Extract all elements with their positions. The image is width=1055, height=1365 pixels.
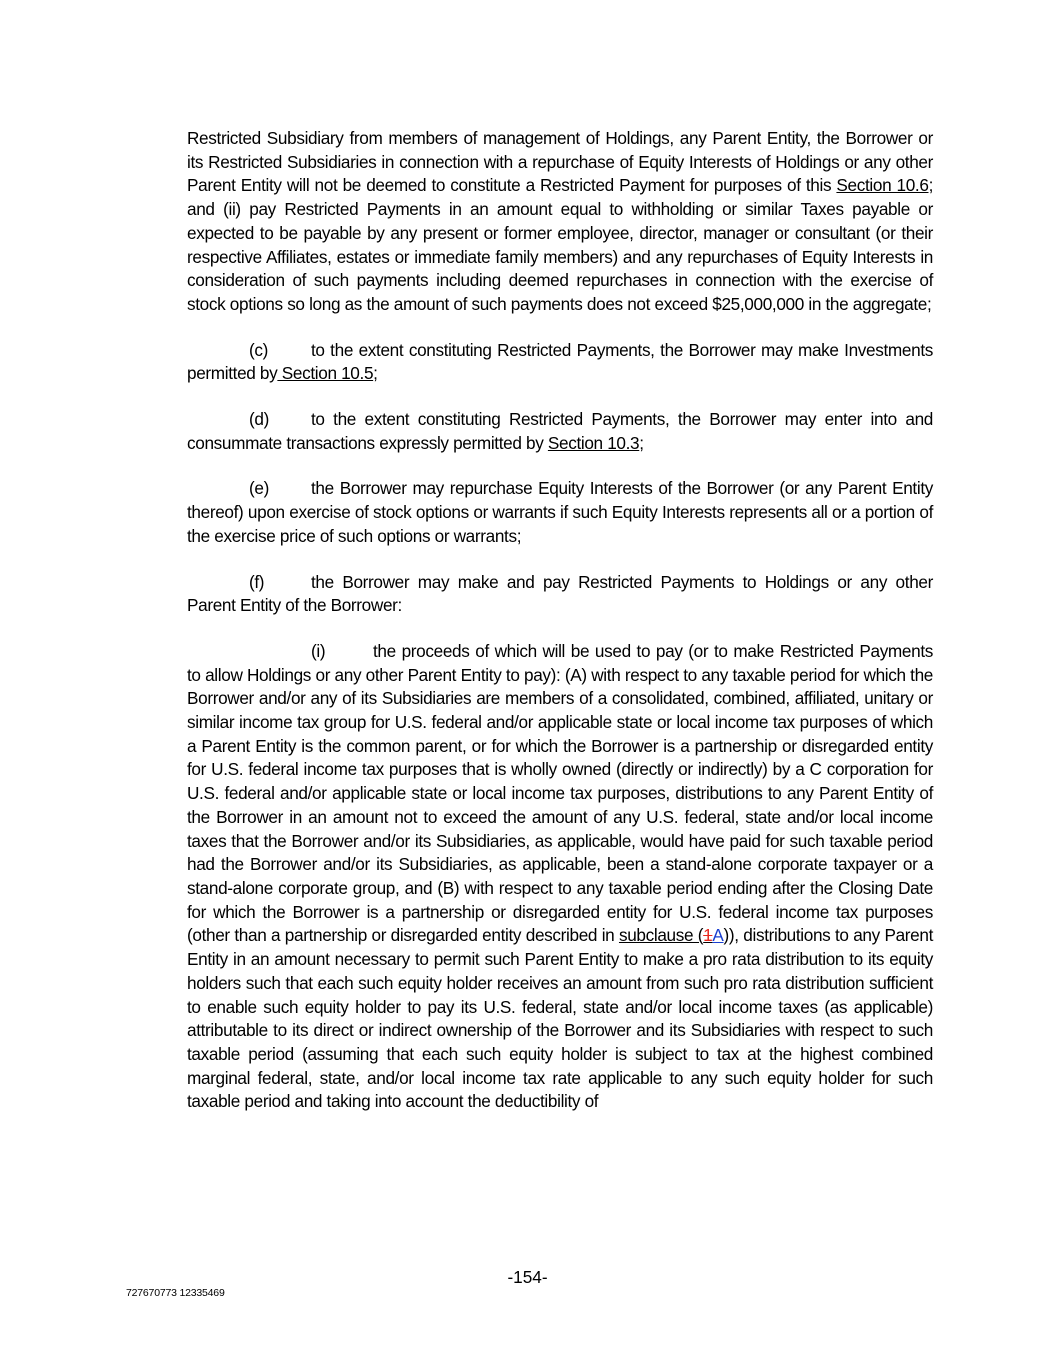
paragraph-text: to the extent constituting Restricted Payments, the Borrower may make Investments permitted by — [187, 339, 933, 384]
clause-label: (e) — [249, 478, 269, 499]
paragraph-d — [187, 408, 933, 455]
document-id: 727670773 12335469 — [126, 1287, 225, 1299]
subclause-reference — [619, 925, 724, 945]
page-number: -154- — [507, 1267, 548, 1287]
clause-label: (i) — [311, 640, 326, 661]
paragraph-text: the proceeds of which will be used to pay (or to make Restricted Payments to allow Holdings or any other Parent Entity to pay): (A) with respect to any taxable period for which the Borrower and/or any of its Subsidiaries are members of a consolidated, combined, affiliated, unitary or similar income tax group for U.S. federal and/or applicable state or local income tax purposes of which a Parent Entity is the common parent, or for which the Borrower is a partnership or disregarded entity for U.S. federal income tax purposes that is wholly owned (directly or indirectly) by a C corporation for U.S. federal and/or applicable state or local income tax purposes, distributions to any Parent Entity of the Borrower in an amount not to exceed the amount of any U.S. federal, state and/or local income taxes that the Borrower and/or its Subsidiaries, as applicable, would have paid for such taxable period had the Borrower and/or its Subsidiaries, as applicable, been a stand-alone corporate taxpayer or a stand-alone corporate group, and (B) with respect to any taxable period ending after the Closing Date for which the Borrower is a partnership or disregarded entity for U.S. federal income tax purposes (other than a partnership or disregarded entity described in — [187, 640, 933, 946]
paragraph-text: ; — [373, 363, 378, 384]
paragraph-c — [187, 339, 933, 386]
section-reference: Section 10.3 — [547, 432, 640, 453]
document-body — [187, 127, 933, 1114]
reference-text: subclause ( — [618, 925, 704, 946]
paragraph-text: ; — [639, 432, 644, 453]
inserted-text: A — [712, 925, 724, 946]
deleted-text: 1 — [703, 925, 713, 946]
paragraph-f — [187, 571, 933, 618]
section-reference: Section 10.6; — [836, 175, 933, 196]
paragraph-text: the Borrower may repurchase Equity Interests of the Borrower (or any Parent Entity thereof) upon exercise of stock options or warrants if such Equity Interests represents all or a portion of the exercise price of such options or warrants; — [187, 478, 933, 546]
clause-label: (c) — [249, 339, 268, 360]
clause-label: (d) — [249, 409, 269, 430]
paragraph-i — [187, 640, 933, 1114]
paragraph-text: to the extent constituting Restricted Payments, the Borrower may enter into and consummate transactions expressly permitted by — [187, 409, 933, 453]
paragraph-text: Restricted Subsidiary from members of management of Holdings, any Parent Entity, the Borrower or its Restricted Subsidiaries in connection with a repurchase of Equity Interests of Holdings or any other Parent Entity will not be deemed to constitute a Restricted Payment for purposes of this — [187, 128, 933, 196]
paragraph-text: the Borrower may make and pay Restricted Payments to Holdings or any other Parent Entity of the Borrower: — [187, 571, 933, 616]
paragraph-text: )), distributions to any Parent Entity in an amount necessary to permit such Parent Entity to make a pro rata distribution to its equity holders such that each such equity holder receives an amount from such pro rata distribution sufficient to enable such equity holder to pay its U.S. federal, state and/or local income taxes (as applicable) attributable to its direct or indirect ownership of the Borrower and its Subsidiaries with respect to such taxable period (assuming that each such equity holder is subject to tax at the highest combined marginal federal, state, and/or local income tax rate applicable to any such equity holder for such taxable period and taking into account the deductibility of — [187, 925, 934, 1112]
paragraph-e — [187, 477, 933, 548]
paragraph-text: and (ii) pay Restricted Payments in an amount equal to withholding or similar Taxes payable or expected to be payable by any present or former employee, director, manager or consultant (or their respective Affiliates, estates or immediate family members) and any repurchases of Equity Interests in consideration of such payments including deemed repurchases in connection with the exercise of stock options so long as the amount of such payments does not exceed $25,000,000 in the aggregate; — [187, 199, 933, 314]
clause-label: (f) — [249, 571, 265, 592]
section-reference: Section 10.5 — [277, 363, 374, 384]
paragraph-continuation — [187, 127, 933, 317]
